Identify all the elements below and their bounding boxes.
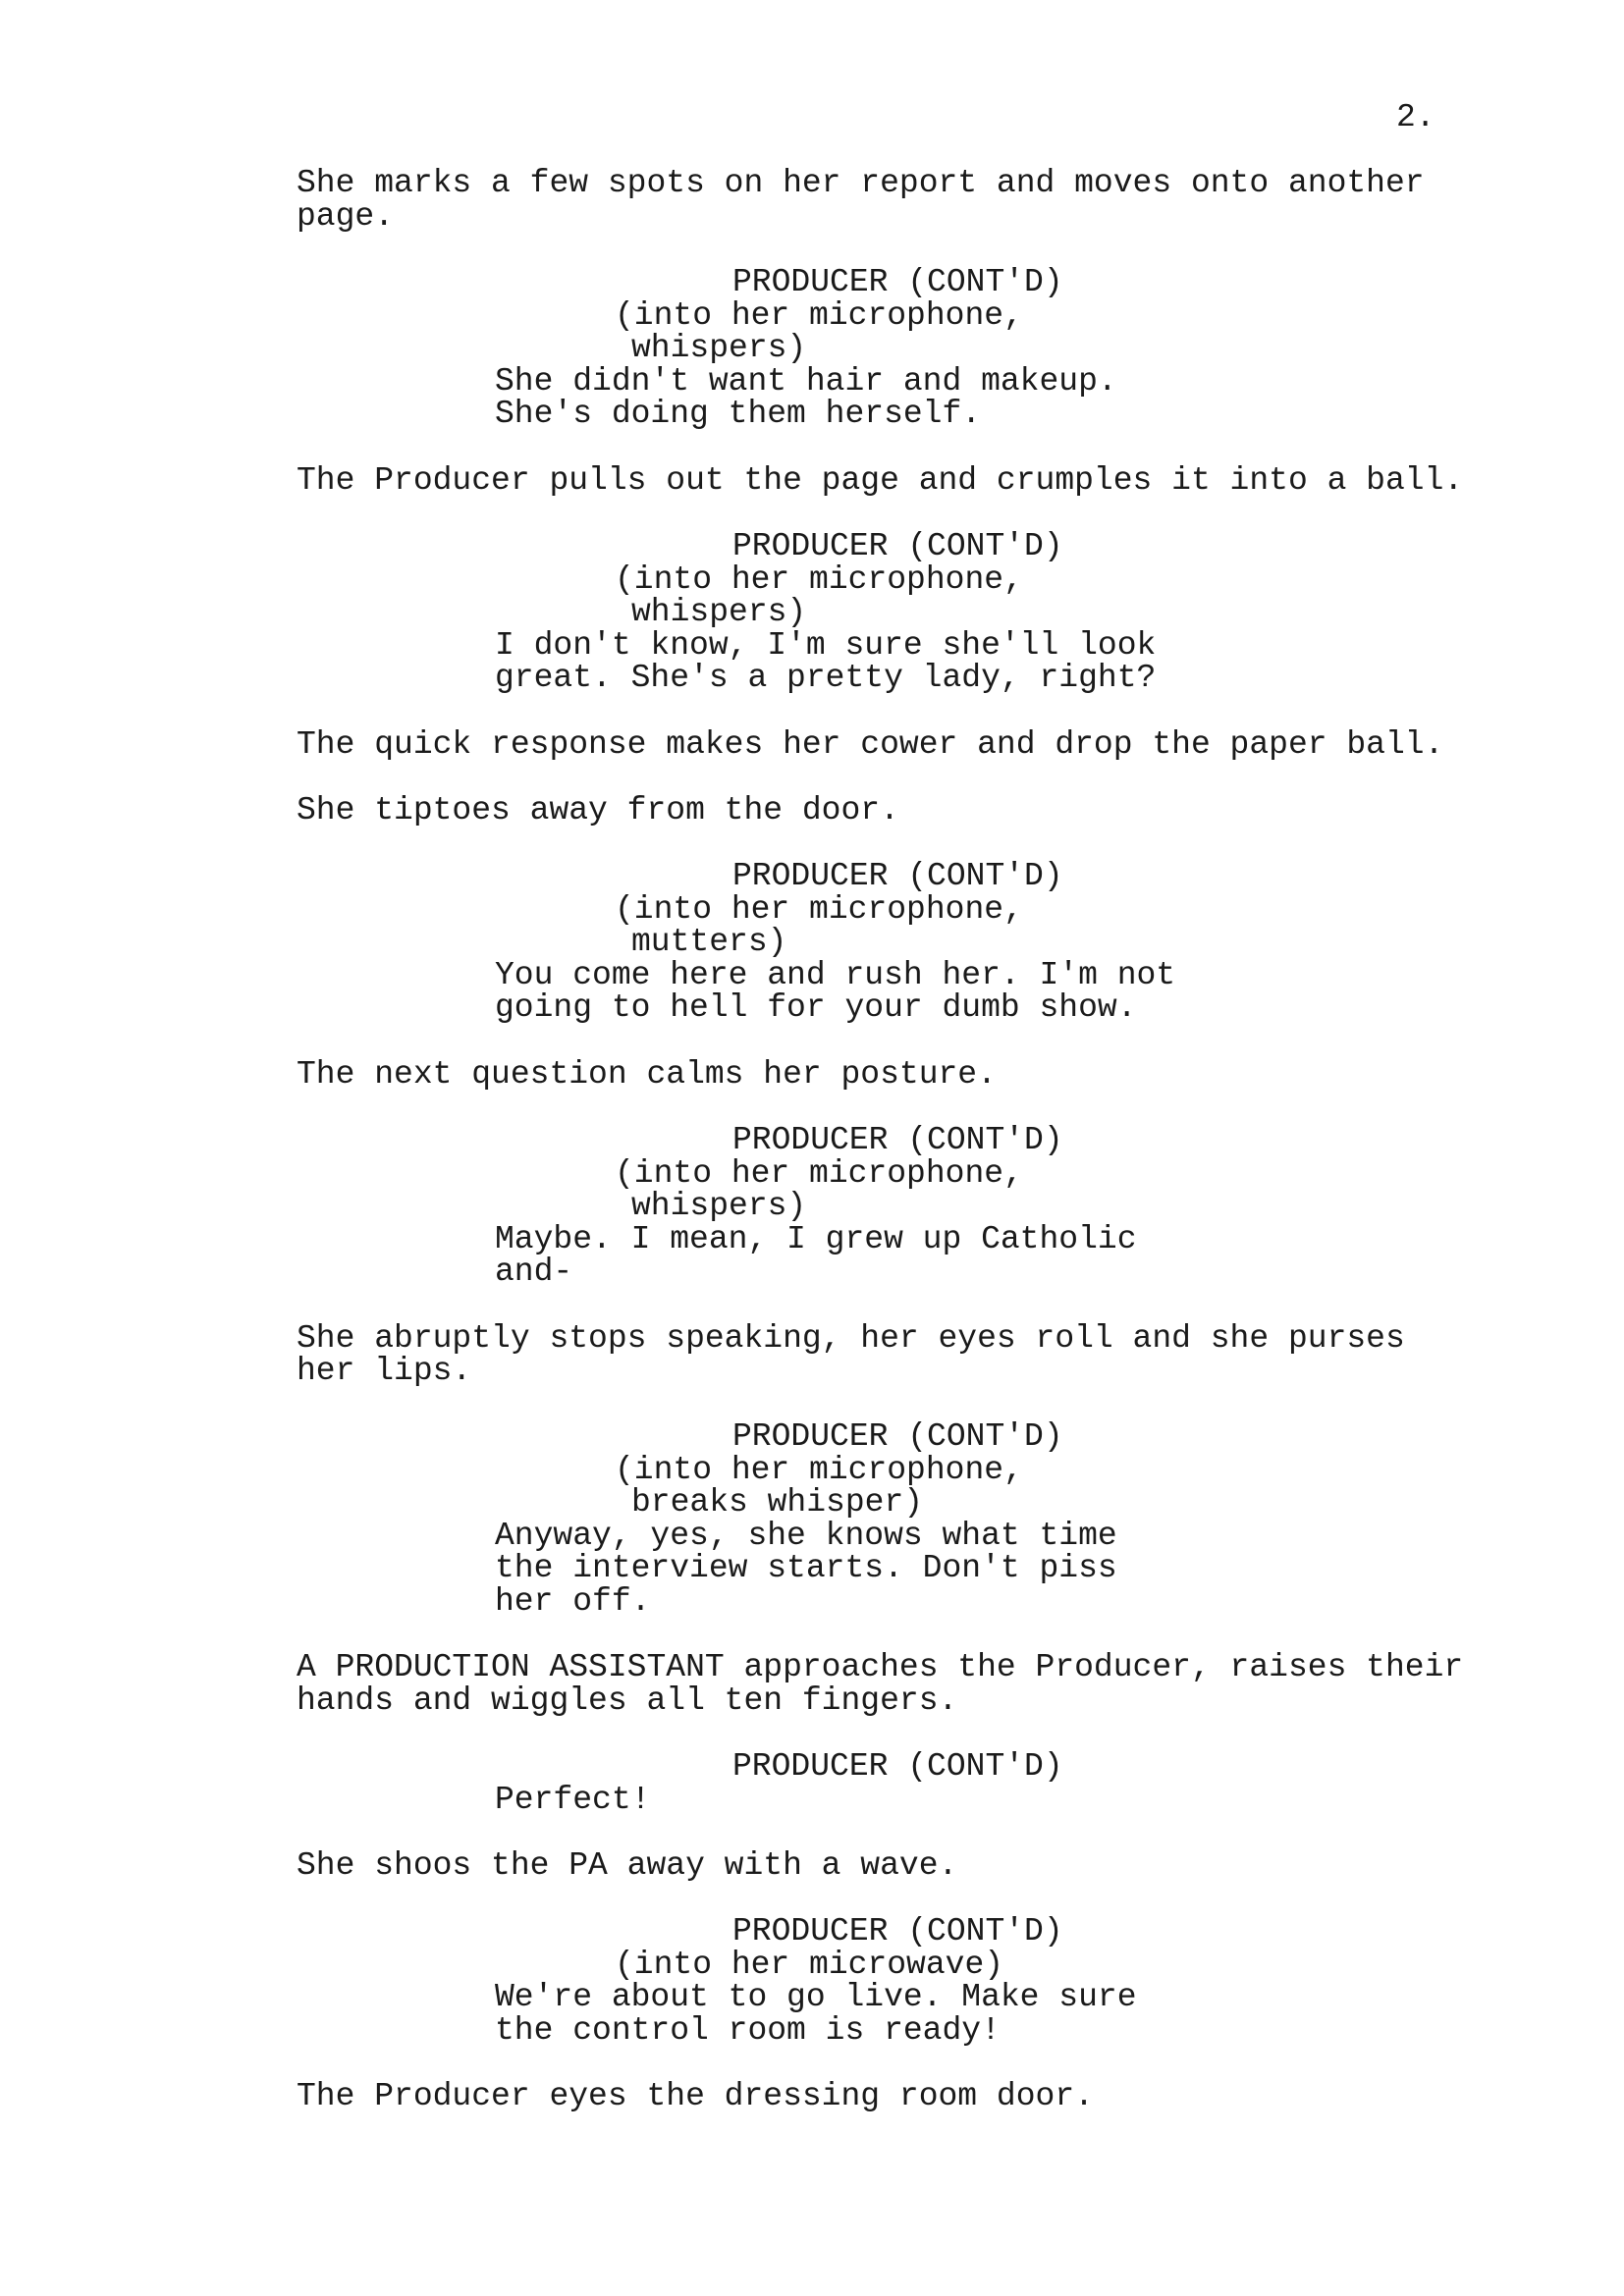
action-line: She marks a few spots on her report and moves onto another [297, 165, 1425, 201]
action-line: She abruptly stops speaking, her eyes roll and she purses [297, 1320, 1405, 1357]
action-line: A PRODUCTION ASSISTANT approaches the Producer, raises their [297, 1649, 1464, 1685]
parenthetical-line: (into her microphone, [615, 297, 1023, 334]
parenthetical-line: (into her microwave) [615, 1947, 1004, 1983]
dialogue-line: the interview starts. Don't piss [495, 1550, 1117, 1586]
action-line: The next question calms her posture. [297, 1056, 997, 1093]
character-cue: PRODUCER (CONT'D) [732, 1122, 1063, 1158]
character-cue: PRODUCER (CONT'D) [732, 1913, 1063, 1949]
parenthetical-line: breaks whisper) [631, 1484, 924, 1521]
action-line: She tiptoes away from the door. [297, 792, 899, 828]
dialogue-line: Maybe. I mean, I grew up Catholic [495, 1221, 1137, 1257]
parenthetical-line: whispers) [631, 594, 807, 630]
dialogue-line: You come here and rush her. I'm not [495, 957, 1176, 993]
parenthetical-line: (into her microphone, [615, 1452, 1023, 1488]
action-line: The quick response makes her cower and drop the paper ball. [297, 726, 1444, 763]
dialogue-line: She's doing them herself. [495, 396, 982, 432]
action-line: her lips. [297, 1353, 472, 1389]
page-number: 2. [1396, 99, 1435, 135]
parenthetical-line: (into her microphone, [615, 1155, 1023, 1192]
dialogue-line: her off. [495, 1583, 651, 1620]
dialogue-line: going to hell for your dumb show. [495, 989, 1137, 1026]
dialogue-line: Perfect! [495, 1782, 651, 1818]
action-line: The Producer pulls out the page and crumples it into a ball. [297, 462, 1464, 499]
character-cue: PRODUCER (CONT'D) [732, 858, 1063, 894]
dialogue-line: the control room is ready! [495, 2012, 1001, 2049]
action-line: The Producer eyes the dressing room door. [297, 2078, 1094, 2114]
dialogue-line: I don't know, I'm sure she'll look [495, 627, 1157, 664]
character-cue: PRODUCER (CONT'D) [732, 1418, 1063, 1455]
character-cue: PRODUCER (CONT'D) [732, 528, 1063, 564]
parenthetical-line: (into her microphone, [615, 561, 1023, 598]
action-line: She shoos the PA away with a wave. [297, 1847, 958, 1884]
dialogue-line: Anyway, yes, she knows what time [495, 1518, 1117, 1554]
dialogue-line: She didn't want hair and makeup. [495, 363, 1117, 400]
character-cue: PRODUCER (CONT'D) [732, 1748, 1063, 1785]
parenthetical-line: whispers) [631, 1188, 807, 1224]
action-line: page. [297, 198, 395, 235]
dialogue-line: and- [495, 1254, 573, 1290]
dialogue-line: We're about to go live. Make sure [495, 1979, 1137, 2015]
dialogue-line: great. She's a pretty lady, right? [495, 660, 1157, 696]
parenthetical-line: (into her microphone, [615, 891, 1023, 928]
parenthetical-line: whispers) [631, 330, 807, 366]
action-line: hands and wiggles all ten fingers. [297, 1682, 958, 1719]
parenthetical-line: mutters) [631, 924, 787, 960]
character-cue: PRODUCER (CONT'D) [732, 264, 1063, 300]
